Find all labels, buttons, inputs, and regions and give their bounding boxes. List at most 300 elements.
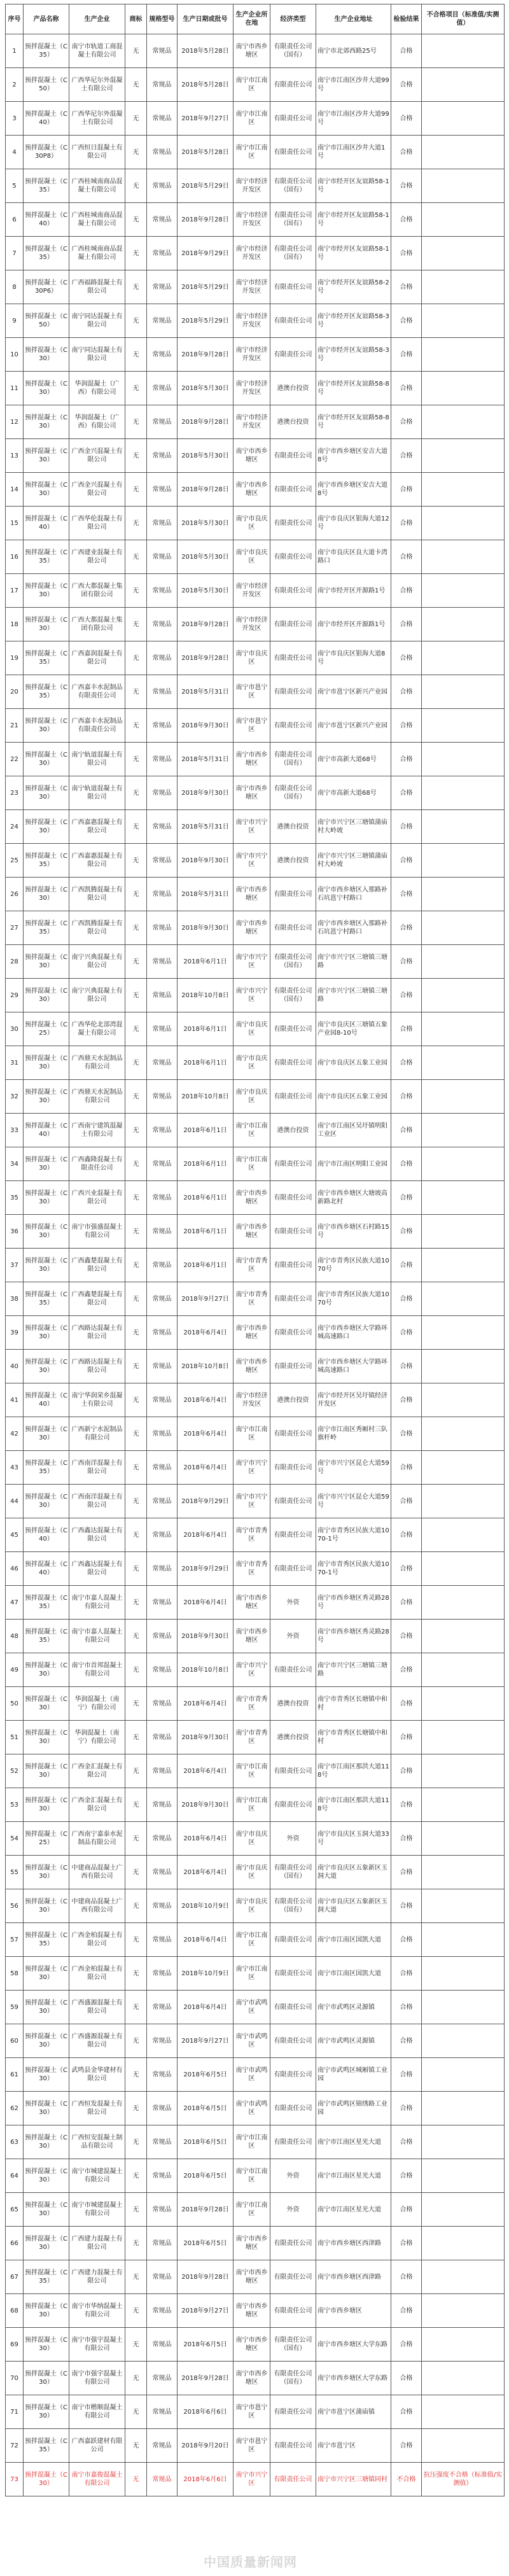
table-cell: 南宁市江南区那洪大道118号 <box>316 1754 391 1788</box>
table-cell: 常规品 <box>147 1754 178 1788</box>
table-cell: 71 <box>6 2395 24 2429</box>
table-cell: 南宁市经济开发区 <box>234 304 270 338</box>
table-cell: 广西金柏混凝土有限公司 <box>69 1957 125 1991</box>
table-cell: 南宁市高新大道68号 <box>316 776 391 810</box>
table-cell: 64 <box>6 2159 24 2193</box>
table-cell: 合格 <box>391 507 422 540</box>
table-cell: 70 <box>6 2362 24 2395</box>
table-cell: 预拌混凝土（C35） <box>24 911 69 945</box>
table-cell <box>422 68 505 102</box>
table-cell: 有限责任公司 <box>270 2227 316 2260</box>
table-cell: 无 <box>125 1181 147 1215</box>
table-row <box>6 979 505 1012</box>
table-cell: 预拌混凝土（C30） <box>24 945 69 979</box>
table-cell: 预拌混凝土（C30） <box>24 1249 69 1282</box>
table-row <box>6 2193 505 2227</box>
table-cell: 常规品 <box>147 1957 178 1991</box>
table-cell: 19 <box>6 641 24 675</box>
table-cell: 南宁市江南区星光大道 <box>316 2193 391 2227</box>
table-cell: 21 <box>6 709 24 743</box>
table-cell: 预拌混凝土（C30） <box>24 1721 69 1754</box>
table-cell: 合格 <box>391 608 422 641</box>
table-cell: 合格 <box>391 1114 422 1147</box>
table-cell: 常规品 <box>147 1417 178 1451</box>
table-cell: 合格 <box>391 1282 422 1316</box>
table-cell: 预拌混凝土（C25） <box>24 1012 69 1046</box>
table-cell: 常规品 <box>147 1316 178 1350</box>
table-cell: 南宁市良庆区五象工业园 <box>316 1080 391 1114</box>
table-cell: 南宁市青秀区 <box>234 1249 270 1282</box>
table-cell <box>422 1754 505 1788</box>
table-cell <box>422 2395 505 2429</box>
table-cell: 南宁市经济开发区 <box>234 372 270 405</box>
table-cell: 有限责任公司 <box>270 2092 316 2125</box>
table-row <box>6 2024 505 2058</box>
table-row <box>6 1215 505 1249</box>
table-cell: 33 <box>6 1114 24 1147</box>
table-cell: 无 <box>125 1856 147 1889</box>
table-cell: 南宁市西乡塘区 <box>234 2362 270 2395</box>
table-cell: 2018年6月1日 <box>178 1046 234 1080</box>
table-cell: 南宁市江南区吴圩镇明阳工业区 <box>316 1114 391 1147</box>
table-row <box>6 945 505 979</box>
table-cell: 预拌混凝土（C35） <box>24 169 69 203</box>
table-cell: 常规品 <box>147 2024 178 2058</box>
table-cell: 23 <box>6 776 24 810</box>
table-cell: 预拌混凝土（C30） <box>24 2193 69 2227</box>
table-cell: 广西盛源混凝土有限公司 <box>69 1991 125 2024</box>
table-cell: 合格 <box>391 2058 422 2092</box>
table-row <box>6 2058 505 2092</box>
table-cell: 有限责任公司（国有） <box>270 237 316 270</box>
table-cell: 合格 <box>391 203 422 237</box>
table-cell: 2018年9月20日 <box>178 2429 234 2463</box>
table-cell: 无 <box>125 2362 147 2395</box>
table-cell: 无 <box>125 1889 147 1923</box>
table-cell: 南宁市兴宁区三塘镇三塘路 <box>316 945 391 979</box>
table-cell <box>422 641 505 675</box>
table-cell: 预拌混凝土（C35） <box>24 34 69 68</box>
table-row <box>6 405 505 439</box>
table-cell: 合格 <box>391 2294 422 2328</box>
table-cell: 广西嘉惠混凝土有限公司 <box>69 810 125 844</box>
table-cell: 无 <box>125 2227 147 2260</box>
table-cell: 无 <box>125 574 147 608</box>
table-cell <box>422 574 505 608</box>
table-cell <box>422 102 505 136</box>
table-cell: 南宁市青秀区长塘镇中和村 <box>316 1721 391 1754</box>
table-cell <box>422 1012 505 1046</box>
table-cell: 有限责任公司 <box>270 1957 316 1991</box>
table-cell: 南宁市西乡塘区 <box>234 439 270 473</box>
table-cell <box>422 2328 505 2362</box>
table-cell <box>422 304 505 338</box>
table-cell: 广西恒安混凝土制品有限公司 <box>69 2125 125 2159</box>
inspection-results-table-container <box>5 4 504 2496</box>
table-cell: 2018年9月30日 <box>178 709 234 743</box>
table-cell: 2018年5月30日 <box>178 540 234 574</box>
table-cell: 2018年5月31日 <box>178 675 234 709</box>
table-cell: 外资 <box>270 1620 316 1653</box>
table-cell: 合格 <box>391 743 422 776</box>
table-cell: 南宁市良庆区玉洞大道33号 <box>316 1822 391 1856</box>
table-cell: 无 <box>125 1991 147 2024</box>
table-cell: 常规品 <box>147 2058 178 2092</box>
table-cell: 有限责任公司 <box>270 1451 316 1485</box>
table-cell: 合格 <box>391 2193 422 2227</box>
table-cell: 预拌混凝土（C30） <box>24 1687 69 1721</box>
table-cell: 广西鼎天水泥制品有限公司 <box>69 1046 125 1080</box>
table-cell: 南宁市青秀区民族大道1070号 <box>316 1282 391 1316</box>
table-cell: 合格 <box>391 1653 422 1687</box>
table-cell: 合格 <box>391 405 422 439</box>
table-cell: 有限责任公司 <box>270 574 316 608</box>
table-cell: 广西建力混凝土有限公司 <box>69 2227 125 2260</box>
table-cell: 合格 <box>391 810 422 844</box>
table-row <box>6 574 505 608</box>
table-cell: 合格 <box>391 2429 422 2463</box>
table-cell: 南宁市江南区 <box>234 1147 270 1181</box>
table-cell: 南宁市良庆区 <box>234 1822 270 1856</box>
table-row <box>6 776 505 810</box>
table-cell: 南宁市西乡塘区大塘坡高新路北村 <box>316 1181 391 1215</box>
table-cell: 常规品 <box>147 338 178 372</box>
table-cell: 有限责任公司 <box>270 1788 316 1822</box>
table-row <box>6 1518 505 1552</box>
table-cell: 无 <box>125 338 147 372</box>
table-cell: 有限责任公司 <box>270 270 316 304</box>
table-cell: 34 <box>6 1147 24 1181</box>
table-cell: 南宁市江南区沙井大道99号 <box>316 68 391 102</box>
table-cell: 合格 <box>391 1889 422 1923</box>
table-cell: 合格 <box>391 1383 422 1417</box>
table-cell: 广西盛源混凝土有限公司 <box>69 2024 125 2058</box>
table-row <box>6 1991 505 2024</box>
table-cell: 有限责任公司 <box>270 102 316 136</box>
table-cell: 常规品 <box>147 844 178 878</box>
table-cell: 南宁市西乡塘区 <box>234 911 270 945</box>
table-cell: 常规品 <box>147 304 178 338</box>
table-cell: 无 <box>125 1687 147 1721</box>
table-cell: 无 <box>125 2125 147 2159</box>
table-cell: 预拌混凝土（C30） <box>24 1350 69 1383</box>
table-cell: 常规品 <box>147 709 178 743</box>
table-cell: 预拌混凝土（C30） <box>24 1215 69 1249</box>
table-cell <box>422 945 505 979</box>
table-cell: 南宁市邕宁区 <box>234 2395 270 2429</box>
table-cell: 2018年5月28日 <box>178 34 234 68</box>
table-cell: 预拌混凝土（C30） <box>24 1856 69 1889</box>
table-cell: 2018年5月30日 <box>178 439 234 473</box>
table-cell: 合格 <box>391 574 422 608</box>
table-cell <box>422 608 505 641</box>
table-cell: 南宁市江南区沙井大道99号 <box>316 102 391 136</box>
table-cell: 有限责任公司 <box>270 1249 316 1282</box>
table-cell: 无 <box>125 439 147 473</box>
table-cell: 广西路达混凝土有限公司 <box>69 1350 125 1383</box>
table-cell: 2018年9月28日 <box>178 338 234 372</box>
table-cell: 2018年9月28日 <box>178 641 234 675</box>
table-cell: 预拌混凝土（C30） <box>24 810 69 844</box>
table-cell: 2018年9月28日 <box>178 405 234 439</box>
table-cell: 南宁市良庆区银海大道12号 <box>316 507 391 540</box>
table-cell: 预拌混凝土（C30） <box>24 1417 69 1451</box>
table-cell: 常规品 <box>147 270 178 304</box>
table-cell: 2018年10月8日 <box>178 1080 234 1114</box>
table-cell: 有限责任公司 <box>270 439 316 473</box>
table-cell: 有限责任公司（国有） <box>270 169 316 203</box>
table-cell: 南宁市西乡塘区安吉大道8号 <box>316 439 391 473</box>
table-cell: 2018年10月8日 <box>178 979 234 1012</box>
table-cell: 预拌混凝土（C30） <box>24 473 69 507</box>
table-cell: 无 <box>125 2429 147 2463</box>
table-cell: 外资 <box>270 1822 316 1856</box>
table-row <box>6 675 505 709</box>
table-cell: 有限责任公司（国有） <box>270 1856 316 1889</box>
table-cell: 无 <box>125 979 147 1012</box>
table-cell: 无 <box>125 1822 147 1856</box>
table-cell: 南宁市经开区友谊路58-3号 <box>316 338 391 372</box>
table-cell: 常规品 <box>147 372 178 405</box>
table-cell: 2018年9月27日 <box>178 2024 234 2058</box>
table-cell: 无 <box>125 102 147 136</box>
table-cell: 常规品 <box>147 1856 178 1889</box>
table-cell <box>422 1181 505 1215</box>
table-cell: 2018年9月29日 <box>178 237 234 270</box>
table-row <box>6 304 505 338</box>
table-cell: 南宁市经开区友谊路58-8号 <box>316 372 391 405</box>
table-cell <box>422 2227 505 2260</box>
table-cell: 61 <box>6 2058 24 2092</box>
table-cell: 预拌混凝土（C35） <box>24 675 69 709</box>
table-cell <box>422 1215 505 1249</box>
table-cell: 南宁市兴宁区 <box>234 810 270 844</box>
table-cell: 2018年9月30日 <box>178 1788 234 1822</box>
table-cell: 预拌混凝土（C30） <box>24 2362 69 2395</box>
table-cell: 2018年5月29日 <box>178 270 234 304</box>
table-cell: 无 <box>125 1012 147 1046</box>
table-row <box>6 540 505 574</box>
table-cell: 47 <box>6 1586 24 1620</box>
table-cell: 南宁市武鸣区城厢镇工业园 <box>316 2058 391 2092</box>
table-cell: 有限责任公司 <box>270 911 316 945</box>
table-row <box>6 1923 505 1957</box>
table-cell: 预拌混凝土（C30） <box>24 2328 69 2362</box>
table-cell: 南宁兴典混凝土有限公司 <box>69 945 125 979</box>
table-row <box>6 1147 505 1181</box>
table-cell: 无 <box>125 675 147 709</box>
table-cell: 预拌混凝土（C30P8） <box>24 136 69 169</box>
table-cell: 常规品 <box>147 1889 178 1923</box>
table-cell: 预拌混凝土（C35） <box>24 1586 69 1620</box>
table-cell <box>422 979 505 1012</box>
table-cell: 66 <box>6 2227 24 2260</box>
table-cell: 广西鑫楚混凝土有限公司 <box>69 1249 125 1282</box>
table-cell: 预拌混凝土（C35） <box>24 540 69 574</box>
table-cell: 有限责任公司（国有） <box>270 2328 316 2362</box>
table-cell: 合格 <box>391 1754 422 1788</box>
table-cell: 有限责任公司（国有） <box>270 776 316 810</box>
table-cell: 外资 <box>270 2159 316 2193</box>
table-cell: 常规品 <box>147 1249 178 1282</box>
table-cell: 常规品 <box>147 136 178 169</box>
table-cell: 合格 <box>391 136 422 169</box>
table-cell: 南宁市西乡塘区大学东路 <box>316 2328 391 2362</box>
table-cell: 南宁市兴宁区三塘镇蒲庙村大岭坡 <box>316 844 391 878</box>
table-cell: 合格 <box>391 1518 422 1552</box>
table-cell: 有限责任公司 <box>270 2463 316 2496</box>
table-cell: 2018年6月6日 <box>178 2395 234 2429</box>
table-cell: 南宁市西乡塘区 <box>234 2328 270 2362</box>
table-cell <box>422 743 505 776</box>
table-cell: 常规品 <box>147 2227 178 2260</box>
table-cell: 有限责任公司（国有） <box>270 203 316 237</box>
table-cell: 无 <box>125 1383 147 1417</box>
table-cell: 南宁市江南区 <box>234 1923 270 1957</box>
table-cell <box>422 2092 505 2125</box>
table-cell <box>422 1046 505 1080</box>
column-header: 商标 <box>125 4 147 34</box>
table-cell: 南宁市江南区星光大道 <box>316 2125 391 2159</box>
table-cell: 45 <box>6 1518 24 1552</box>
table-cell: 广西鑫楚混凝土有限公司 <box>69 1282 125 1316</box>
table-cell: 无 <box>125 169 147 203</box>
table-cell: 56 <box>6 1889 24 1923</box>
table-cell: 南宁市西乡塘区秀灵路28号 <box>316 1620 391 1653</box>
table-cell: 无 <box>125 1417 147 1451</box>
table-cell: 广西金汇混凝土有限公司 <box>69 1754 125 1788</box>
table-row <box>6 102 505 136</box>
table-cell: 55 <box>6 1856 24 1889</box>
table-cell: 合格 <box>391 709 422 743</box>
table-cell: 广西南洋混凝土有限公司 <box>69 1485 125 1518</box>
table-cell: 有限责任公司 <box>270 1282 316 1316</box>
table-cell <box>422 675 505 709</box>
table-cell: 46 <box>6 1552 24 1586</box>
table-cell: 预拌混凝土（C30） <box>24 2159 69 2193</box>
table-cell: 无 <box>125 2058 147 2092</box>
table-cell <box>422 405 505 439</box>
table-cell: 2018年9月28日 <box>178 2193 234 2227</box>
table-cell: 2018年9月30日 <box>178 1620 234 1653</box>
table-cell: 常规品 <box>147 1518 178 1552</box>
table-cell: 合格 <box>391 2328 422 2362</box>
table-cell <box>422 1350 505 1383</box>
table-cell: 南宁市经开区友谊路58-8号 <box>316 405 391 439</box>
table-row <box>6 1350 505 1383</box>
table-cell <box>422 136 505 169</box>
table-cell: 南宁市良庆区良大道卡湾路口 <box>316 540 391 574</box>
table-row <box>6 1620 505 1653</box>
table-cell: 广西嘉跃建材有限公司 <box>69 2429 125 2463</box>
table-row <box>6 1485 505 1518</box>
table-cell <box>422 1282 505 1316</box>
table-cell: 合格 <box>391 1620 422 1653</box>
table-cell: 合格 <box>391 2395 422 2429</box>
table-row <box>6 270 505 304</box>
table-cell: 南宁市西乡塘区石村路15号 <box>316 1215 391 1249</box>
table-cell: 南宁市武鸣区 <box>234 1991 270 2024</box>
table-cell: 9 <box>6 304 24 338</box>
table-cell: 2018年6月5日 <box>178 2159 234 2193</box>
table-cell: 南宁市西乡塘区大学东路 <box>316 2362 391 2395</box>
table-cell: 南宁市邕宁区新兴产业园 <box>316 675 391 709</box>
table-cell: 预拌混凝土（C30） <box>24 1080 69 1114</box>
table-cell <box>422 169 505 203</box>
table-cell: 南宁市邕宁区 <box>234 675 270 709</box>
table-cell: 7 <box>6 237 24 270</box>
table-cell: 2018年10月9日 <box>178 1957 234 1991</box>
table-cell <box>422 203 505 237</box>
table-row <box>6 1957 505 1991</box>
table-cell: 南宁市西乡塘区 <box>234 776 270 810</box>
table-cell: 常规品 <box>147 608 178 641</box>
table-cell <box>422 2362 505 2395</box>
table-cell: 无 <box>125 2092 147 2125</box>
table-cell: 预拌混凝土（C35） <box>24 1923 69 1957</box>
table-cell: 27 <box>6 911 24 945</box>
table-cell: 合格 <box>391 338 422 372</box>
table-row <box>6 2294 505 2328</box>
table-cell: 67 <box>6 2260 24 2294</box>
table-cell <box>422 709 505 743</box>
table-cell <box>422 1417 505 1451</box>
table-cell <box>422 1856 505 1889</box>
table-cell <box>422 270 505 304</box>
table-cell: 南宁市经济开发区 <box>234 203 270 237</box>
table-cell: 合格 <box>391 1991 422 2024</box>
table-cell: 有限责任公司 <box>270 2294 316 2328</box>
table-cell: 2018年9月28日 <box>178 473 234 507</box>
table-cell: 预拌混凝土（C30） <box>24 776 69 810</box>
table-cell: 20 <box>6 675 24 709</box>
table-cell: 港澳台投资 <box>270 810 316 844</box>
table-cell: 18 <box>6 608 24 641</box>
table-cell <box>422 2294 505 2328</box>
table-row <box>6 2260 505 2294</box>
table-cell: 预拌混凝土（C30） <box>24 1316 69 1350</box>
table-cell <box>422 2193 505 2227</box>
table-cell: 南宁市经开区友谊路58-1号 <box>316 237 391 270</box>
table-cell: 合格 <box>391 1957 422 1991</box>
table-cell: 常规品 <box>147 1653 178 1687</box>
table-cell: 南宁市江南区国凯大道 <box>316 1957 391 1991</box>
table-cell <box>422 1485 505 1518</box>
table-cell: 预拌混凝土（C30） <box>24 574 69 608</box>
table-cell: 常规品 <box>147 507 178 540</box>
table-cell: 无 <box>125 405 147 439</box>
table-cell: 港澳台投资 <box>270 1721 316 1754</box>
table-cell: 广西鑫隆混凝土有限责任公司 <box>69 1147 125 1181</box>
table-cell: 合格 <box>391 1687 422 1721</box>
table-cell: 无 <box>125 1249 147 1282</box>
table-cell: 南宁市江南区 <box>234 68 270 102</box>
table-cell: 广西大都混凝土集团有限公司 <box>69 608 125 641</box>
inspection-results-table <box>5 4 505 2496</box>
table-cell: 合格 <box>391 2159 422 2193</box>
table-cell: 广西鑫达混凝土有限公司 <box>69 1518 125 1552</box>
table-cell: 广西桂城南商品混凝土有限公司 <box>69 237 125 270</box>
table-cell: 南宁市江南区 <box>234 1417 270 1451</box>
table-cell: 常规品 <box>147 1822 178 1856</box>
table-cell: 广西嘉丰水泥制品有限责任公司 <box>69 675 125 709</box>
table-row <box>6 1687 505 1721</box>
table-cell: 合格 <box>391 1350 422 1383</box>
table-cell: 常规品 <box>147 1991 178 2024</box>
table-body <box>6 34 505 2496</box>
table-cell: 南宁市江南区 <box>234 102 270 136</box>
table-cell: 预拌混凝土（C50） <box>24 304 69 338</box>
